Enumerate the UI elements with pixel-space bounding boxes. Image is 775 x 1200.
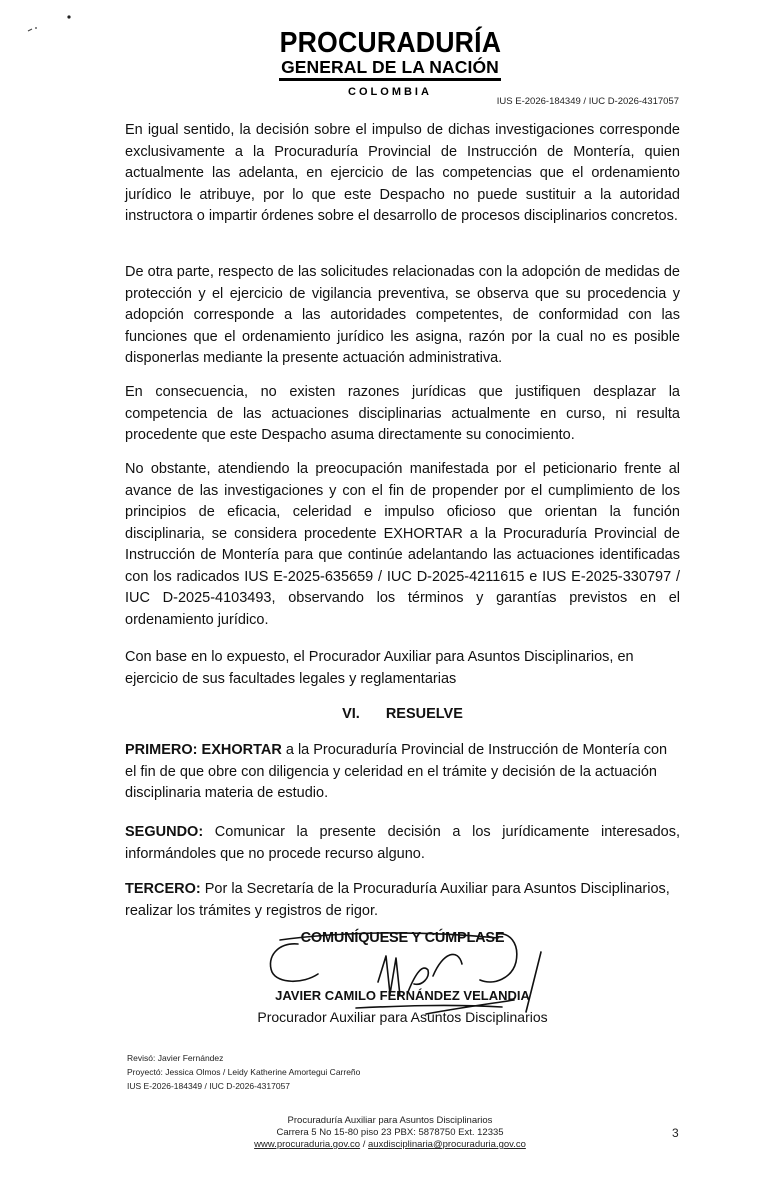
tercero-text: Por la Secretaría de la Procuraduría Auxiliar para Asuntos Disciplinarios, realizar los trámites y registros de rigor. [125, 881, 670, 919]
email-link[interactable]: auxdisciplinaria@procuraduria.gov.co [368, 1139, 526, 1150]
page-number: 3 [672, 1126, 679, 1140]
signer-name: JAVIER CAMILO FERNÁNDEZ VELANDIA [275, 988, 530, 1003]
logo-title: PROCURADURÍA [279, 27, 502, 59]
closing-formula: COMUNÍQUESE Y CÚMPLASE [300, 930, 505, 946]
review-reference: IUS E-2026-184349 / IUC D-2026-4317057 [127, 1081, 291, 1091]
resolution-primero [125, 740, 680, 805]
footer-links [210, 1139, 570, 1151]
logo-country: COLOMBIA [348, 86, 432, 98]
resolution-tercero [125, 879, 680, 922]
section-number: VI. [342, 706, 360, 722]
paragraph-2: De otra parte, respecto de las solicitudes relacionadas con la adopción de medidas de protección y el ejercicio de vigilancia preventiva, se observa que su procedencia y adopción corresponde a las autoridades competentes, de conformidad con las funciones que el ordenamiento jurídico les asigna, razón por la cual no es posible disponerlas mediante la presente actuación administrativa. [125, 264, 680, 366]
primero-label: PRIMERO: [125, 742, 198, 758]
header-reference: IUS E-2026-184349 / IUC D-2026-4317057 [496, 96, 679, 107]
primero-keyword: EXHORTAR [201, 742, 282, 758]
projected-by: Proyectó: Jessica Olmos / Leidy Katherine Amortegui Carreño [127, 1067, 361, 1077]
section-heading [125, 706, 680, 722]
scan-artifact-marks [26, 14, 86, 38]
primero-text: a la Procuraduría Provincial de Instrucción de Montería con el fin de que obre con diligencia y celeridad en el trámite y decisión de la actuación disciplinaria materia de estudio. [125, 742, 668, 801]
footer-office: Procuraduría Auxiliar para Asuntos Disciplinarios [287, 1115, 493, 1126]
review-notes [127, 1051, 360, 1093]
logo-subtitle: GENERAL DE LA NACIÓN [279, 58, 501, 81]
reviewed-by: Revisó: Javier Fernández [127, 1053, 224, 1063]
paragraph-5: Con base en lo expuesto, el Procurador Auxiliar para Asuntos Disciplinarios, en ejercicio de sus facultades legales y reglamentarias [125, 649, 634, 687]
procuraduria-logo [270, 28, 510, 98]
handwritten-signature [258, 912, 558, 1022]
footer-separator: / [360, 1139, 369, 1150]
segundo-text: Comunicar la presente decisión a los jurídicamente interesados, informándoles que no procede recurso alguno. [125, 824, 680, 862]
paragraph-3: En consecuencia, no existen razones jurídicas que justifiquen desplazar la competencia de las actuaciones disciplinarias actualmente en curso, ni resulta procedente que este Despacho asuma directamente su conocimiento. [125, 384, 680, 443]
website-link[interactable]: www.procuraduria.gov.co [254, 1139, 361, 1150]
segundo-label: SEGUNDO: [125, 824, 204, 840]
paragraph-1: En igual sentido, la decisión sobre el impulso de dichas investigaciones corresponde exclusivamente a la Procuraduría Provincial de Instrucción de Montería, quien actualmente las adelanta, en ejercicio de las competencias que el ordenamiento jurídico le atribuye, por lo que este Despacho no puede sustituir a la autoridad instructora o impartir órdenes sobre el desarrollo de procesos disciplinarios concretos. [125, 122, 680, 224]
section-title: RESUELVE [385, 706, 463, 722]
paragraph-4: No obstante, atendiendo la preocupación manifestada por el peticionario frente al avance de las investigaciones y con el fin de propender por el cumplimiento de los principios de eficacia, celeridad e impulso oficioso que orientan la función disciplinaria, se considera procedente EXHORTAR a la Procuraduría Provincial de Instrucción de Montería para que continúe adelantando las actuaciones identificadas con los radicados IUS E-2025-635659 / IUC D-2025-4211615 e IUS E-2025-330797 / IUC D-2025-4103493, observando los términos y garantías previstos en el ordenamiento jurídico. [125, 461, 680, 628]
signer-role: Procurador Auxiliar para Asuntos Disciplinarios [257, 1009, 548, 1025]
page-footer [210, 1115, 570, 1151]
footer-address: Carrera 5 No 15-80 piso 23 PBX: 5878750 Ext. 12335 [276, 1127, 504, 1138]
tercero-label: TERCERO: [125, 881, 201, 897]
resolution-segundo [125, 822, 680, 865]
